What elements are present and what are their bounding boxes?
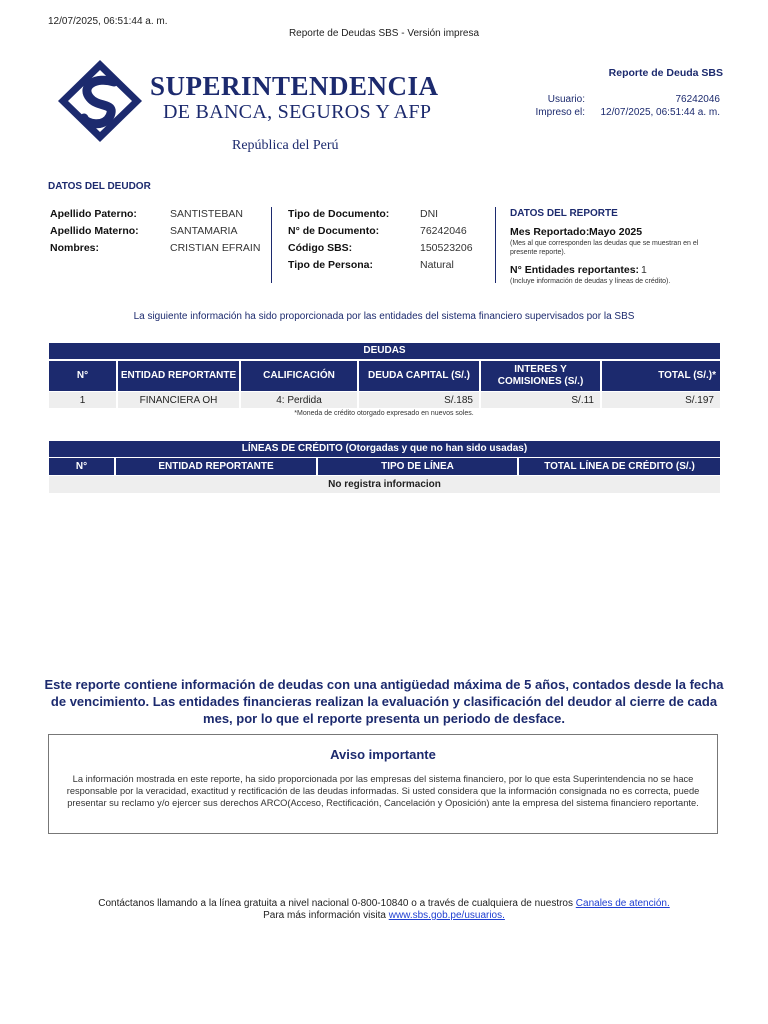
intro-text: La siguiente información ha sido proporcionada por las entidades del sistema financiero supervisados por la SBS: [133, 311, 635, 322]
mes-reportado-note: (Mes al que corresponden las deudas que se muestran en el presente reporte).: [510, 240, 699, 256]
lineas-col-total: TOTAL LÍNEA DE CRÉDITO (S/.): [519, 458, 720, 475]
column-divider-1: [271, 207, 272, 283]
deudas-row-entidad: FINANCIERA OH: [118, 392, 239, 408]
lineas-table-title: LÍNEAS DE CRÉDITO (Otorgadas y que no han sido usadas): [49, 441, 720, 457]
reporte-section-title: DATOS DEL REPORTE: [510, 208, 618, 219]
footer-info-text: Para más información visita: [263, 910, 386, 921]
deudas-col-intereses: INTERES Y COMISIONES (S/.): [481, 361, 600, 391]
lineas-col-n: N°: [49, 458, 114, 475]
codigo-sbs-value: 150523206: [420, 242, 473, 254]
usuario-label: Usuario:: [547, 94, 585, 105]
tipo-persona-label: Tipo de Persona:: [288, 259, 373, 271]
apellido-paterno-value: SANTISTEBAN: [170, 208, 243, 220]
tipo-documento-label: Tipo de Documento:: [288, 208, 390, 220]
apellido-materno-label: Apellido Materno:: [50, 225, 139, 237]
mes-reportado-label: Mes Reportado:: [510, 226, 590, 238]
numero-documento-value: 76242046: [420, 225, 467, 237]
deudas-row-intereses: S/.11: [481, 392, 600, 408]
aviso-title: Aviso importante: [330, 747, 436, 762]
tipo-documento-value: DNI: [420, 208, 439, 220]
apellido-paterno-label: Apellido Paterno:: [50, 208, 137, 220]
apellido-materno-value: SANTAMARIA: [170, 225, 238, 237]
usuario-value: 76242046: [675, 94, 720, 105]
codigo-sbs-label: Código SBS:: [288, 242, 353, 254]
tipo-persona-value: Natural: [420, 259, 454, 271]
disclaimer-text: Este reporte contiene información de deudas con una antigüedad máxima de 5 años, contados desde la fecha de vencimiento. Las entidades financieras realizan la evaluación y clasificación del deudor al cierre de cada mes, por lo que el reporte presenta un periodo de desface.: [44, 677, 724, 726]
lineas-empty-message: No registra informacion: [49, 476, 720, 493]
deudas-col-calificacion: CALIFICACIÓN: [241, 361, 357, 391]
document-title: Reporte de Deudas SBS - Versión impresa: [288, 28, 480, 39]
deudas-table-title: DEUDAS: [49, 343, 720, 359]
entidades-label: N° Entidades reportantes:: [510, 264, 640, 276]
canales-atencion-link[interactable]: Canales de atención.: [575, 898, 670, 909]
logo-line-1: SUPERINTENDENCIA: [150, 71, 439, 101]
logo-line-2: DE BANCA, SEGUROS Y AFP: [163, 101, 432, 123]
entidades-value: 1: [641, 264, 647, 276]
deudas-row-total: S/.197: [602, 392, 720, 408]
footer-contact-text: Contáctanos llamando a la línea gratuita a nivel nacional 0-800-10840 o a través de cualquiera de nuestros: [98, 898, 573, 909]
deudor-section-title: DATOS DEL DEUDOR: [48, 181, 151, 192]
footer-contact: [0, 898, 768, 909]
sbs-logo-icon: [56, 58, 144, 144]
logo-line-3: República del Perú: [232, 138, 339, 153]
numero-documento-label: N° de Documento:: [288, 225, 380, 237]
deudas-footnote: *Moneda de crédito otorgado expresado en nuevos soles.: [294, 410, 474, 417]
deudas-col-capital: DEUDA CAPITAL (S/.): [359, 361, 479, 391]
deudas-col-n: N°: [49, 361, 116, 391]
print-timestamp: 12/07/2025, 06:51:44 a. m.: [48, 16, 168, 27]
deudas-row-n: 1: [49, 392, 116, 408]
sbs-usuarios-link[interactable]: www.sbs.gob.pe/usuarios.: [388, 910, 505, 921]
column-divider-2: [495, 207, 496, 283]
impreso-value: 12/07/2025, 06:51:44 a. m.: [600, 107, 720, 118]
mes-reportado-value: Mayo 2025: [589, 226, 643, 238]
report-meta-title: Reporte de Deuda SBS: [608, 67, 723, 79]
nombres-value: CRISTIAN EFRAIN: [170, 242, 261, 254]
lineas-col-entidad: ENTIDAD REPORTANTE: [116, 458, 316, 475]
deudas-col-entidad: ENTIDAD REPORTANTE: [118, 361, 239, 391]
deudas-row-calificacion: 4: Perdida: [241, 392, 357, 408]
aviso-box: [48, 734, 718, 834]
nombres-label: Nombres:: [50, 242, 100, 254]
aviso-text: La información mostrada en este reporte, ha sido proporcionada por las empresas del sistema financiero, por lo que esta Superintendencia no se hace responsable por la veracidad, exactitud y rectificación de las deudas informadas. Si usted considera que la información consignada no es correcta, puede presentar su reclamo y/o ejercer sus derechos ARCO(Acceso, Rectificación, Cancelación y Oposición) ante la empresa del sistema financiero reportante.: [66, 774, 700, 808]
impreso-label: Impreso el:: [535, 107, 585, 118]
lineas-col-tipo: TIPO DE LÍNEA: [318, 458, 517, 475]
entidades-note: (Incluye información de deudas y líneas de crédito).: [510, 278, 671, 285]
deudas-row-capital: S/.185: [359, 392, 479, 408]
deudas-col-total: TOTAL (S/.)*: [602, 361, 720, 391]
footer-info: [0, 910, 768, 921]
